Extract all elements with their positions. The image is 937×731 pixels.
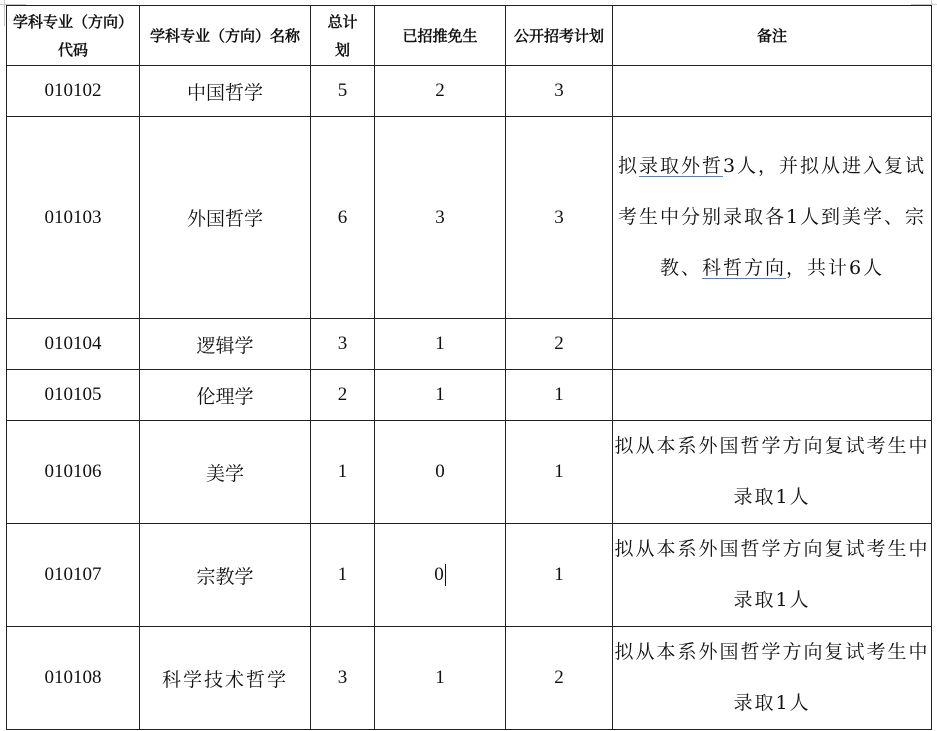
cell-note[interactable]: 拟从本系外国哲学方向复试考生中录取1人: [613, 524, 932, 627]
cell-code[interactable]: 010105: [7, 370, 140, 421]
cell-open[interactable]: 3: [506, 66, 613, 117]
header-row: [7, 6, 932, 66]
cell-total[interactable]: 2: [311, 370, 375, 421]
header-code: 学科专业（方向）代码: [7, 6, 140, 66]
cell-total[interactable]: 1: [311, 421, 375, 524]
cell-note[interactable]: [613, 319, 932, 370]
note-text: 3人，并拟从进入复试考生中分别录取各1人到美学、宗教、: [617, 155, 927, 279]
header-name: 学科专业（方向）名称: [140, 6, 311, 66]
cell-name[interactable]: 美学: [140, 421, 311, 524]
table-row: [7, 627, 932, 730]
table-row: [7, 117, 932, 319]
table-row: [7, 319, 932, 370]
note-underlined-text: 科哲方向: [701, 257, 786, 279]
cell-open[interactable]: 2: [506, 319, 613, 370]
admission-plan-table: [6, 5, 932, 730]
cell-note[interactable]: 拟从本系外国哲学方向复试考生中录取1人: [613, 627, 932, 730]
cell-name[interactable]: 外国哲学: [140, 117, 311, 319]
cell-name[interactable]: 宗教学: [140, 524, 311, 627]
header-total: 总计划: [311, 6, 375, 66]
table-row: [7, 370, 932, 421]
cell-name[interactable]: 逻辑学: [140, 319, 311, 370]
cell-note[interactable]: [613, 66, 932, 117]
cell-total[interactable]: 1: [311, 524, 375, 627]
note-underlined-text: 录取外哲: [638, 155, 723, 177]
cell-total[interactable]: 5: [311, 66, 375, 117]
cell-total[interactable]: 6: [311, 117, 375, 319]
table-row: [7, 524, 932, 627]
cell-note[interactable]: [613, 370, 932, 421]
cell-code[interactable]: 010108: [7, 627, 140, 730]
header-note: 备注: [613, 6, 932, 66]
cell-exempt-with-caret[interactable]: [375, 524, 506, 627]
cell-name[interactable]: 中国哲学: [140, 66, 311, 117]
note-text: 拟: [617, 155, 639, 177]
table-row: [7, 66, 932, 117]
cell-name[interactable]: 科学技术哲学: [140, 627, 311, 730]
cell-code[interactable]: 010104: [7, 319, 140, 370]
cell-open[interactable]: 1: [506, 421, 613, 524]
cell-exempt: 0: [434, 563, 444, 585]
cell-exempt[interactable]: 1: [375, 370, 506, 421]
corner-mark-top-left-v: [4, 0, 5, 26]
cell-open[interactable]: 1: [506, 370, 613, 421]
header-open: 公开招考计划: [506, 6, 613, 66]
cell-open[interactable]: 3: [506, 117, 613, 319]
cell-code[interactable]: 010103: [7, 117, 140, 319]
cell-code[interactable]: 010102: [7, 66, 140, 117]
header-exempt: 已招推免生: [375, 6, 506, 66]
cell-exempt[interactable]: 3: [375, 117, 506, 319]
cell-open[interactable]: 1: [506, 524, 613, 627]
cell-code[interactable]: 010107: [7, 524, 140, 627]
table-row: [7, 421, 932, 524]
cell-total[interactable]: 3: [311, 319, 375, 370]
cell-exempt[interactable]: 1: [375, 627, 506, 730]
cell-note[interactable]: [613, 117, 932, 319]
cell-note[interactable]: 拟从本系外国哲学方向复试考生中录取1人: [613, 421, 932, 524]
cell-open[interactable]: 2: [506, 627, 613, 730]
cell-exempt[interactable]: 1: [375, 319, 506, 370]
cell-exempt[interactable]: 0: [375, 421, 506, 524]
cell-total[interactable]: 3: [311, 627, 375, 730]
cell-name[interactable]: 伦理学: [140, 370, 311, 421]
cell-code[interactable]: 010106: [7, 421, 140, 524]
cell-exempt[interactable]: 2: [375, 66, 506, 117]
text-cursor: [445, 564, 446, 586]
note-text: ，共计6人: [785, 257, 885, 279]
